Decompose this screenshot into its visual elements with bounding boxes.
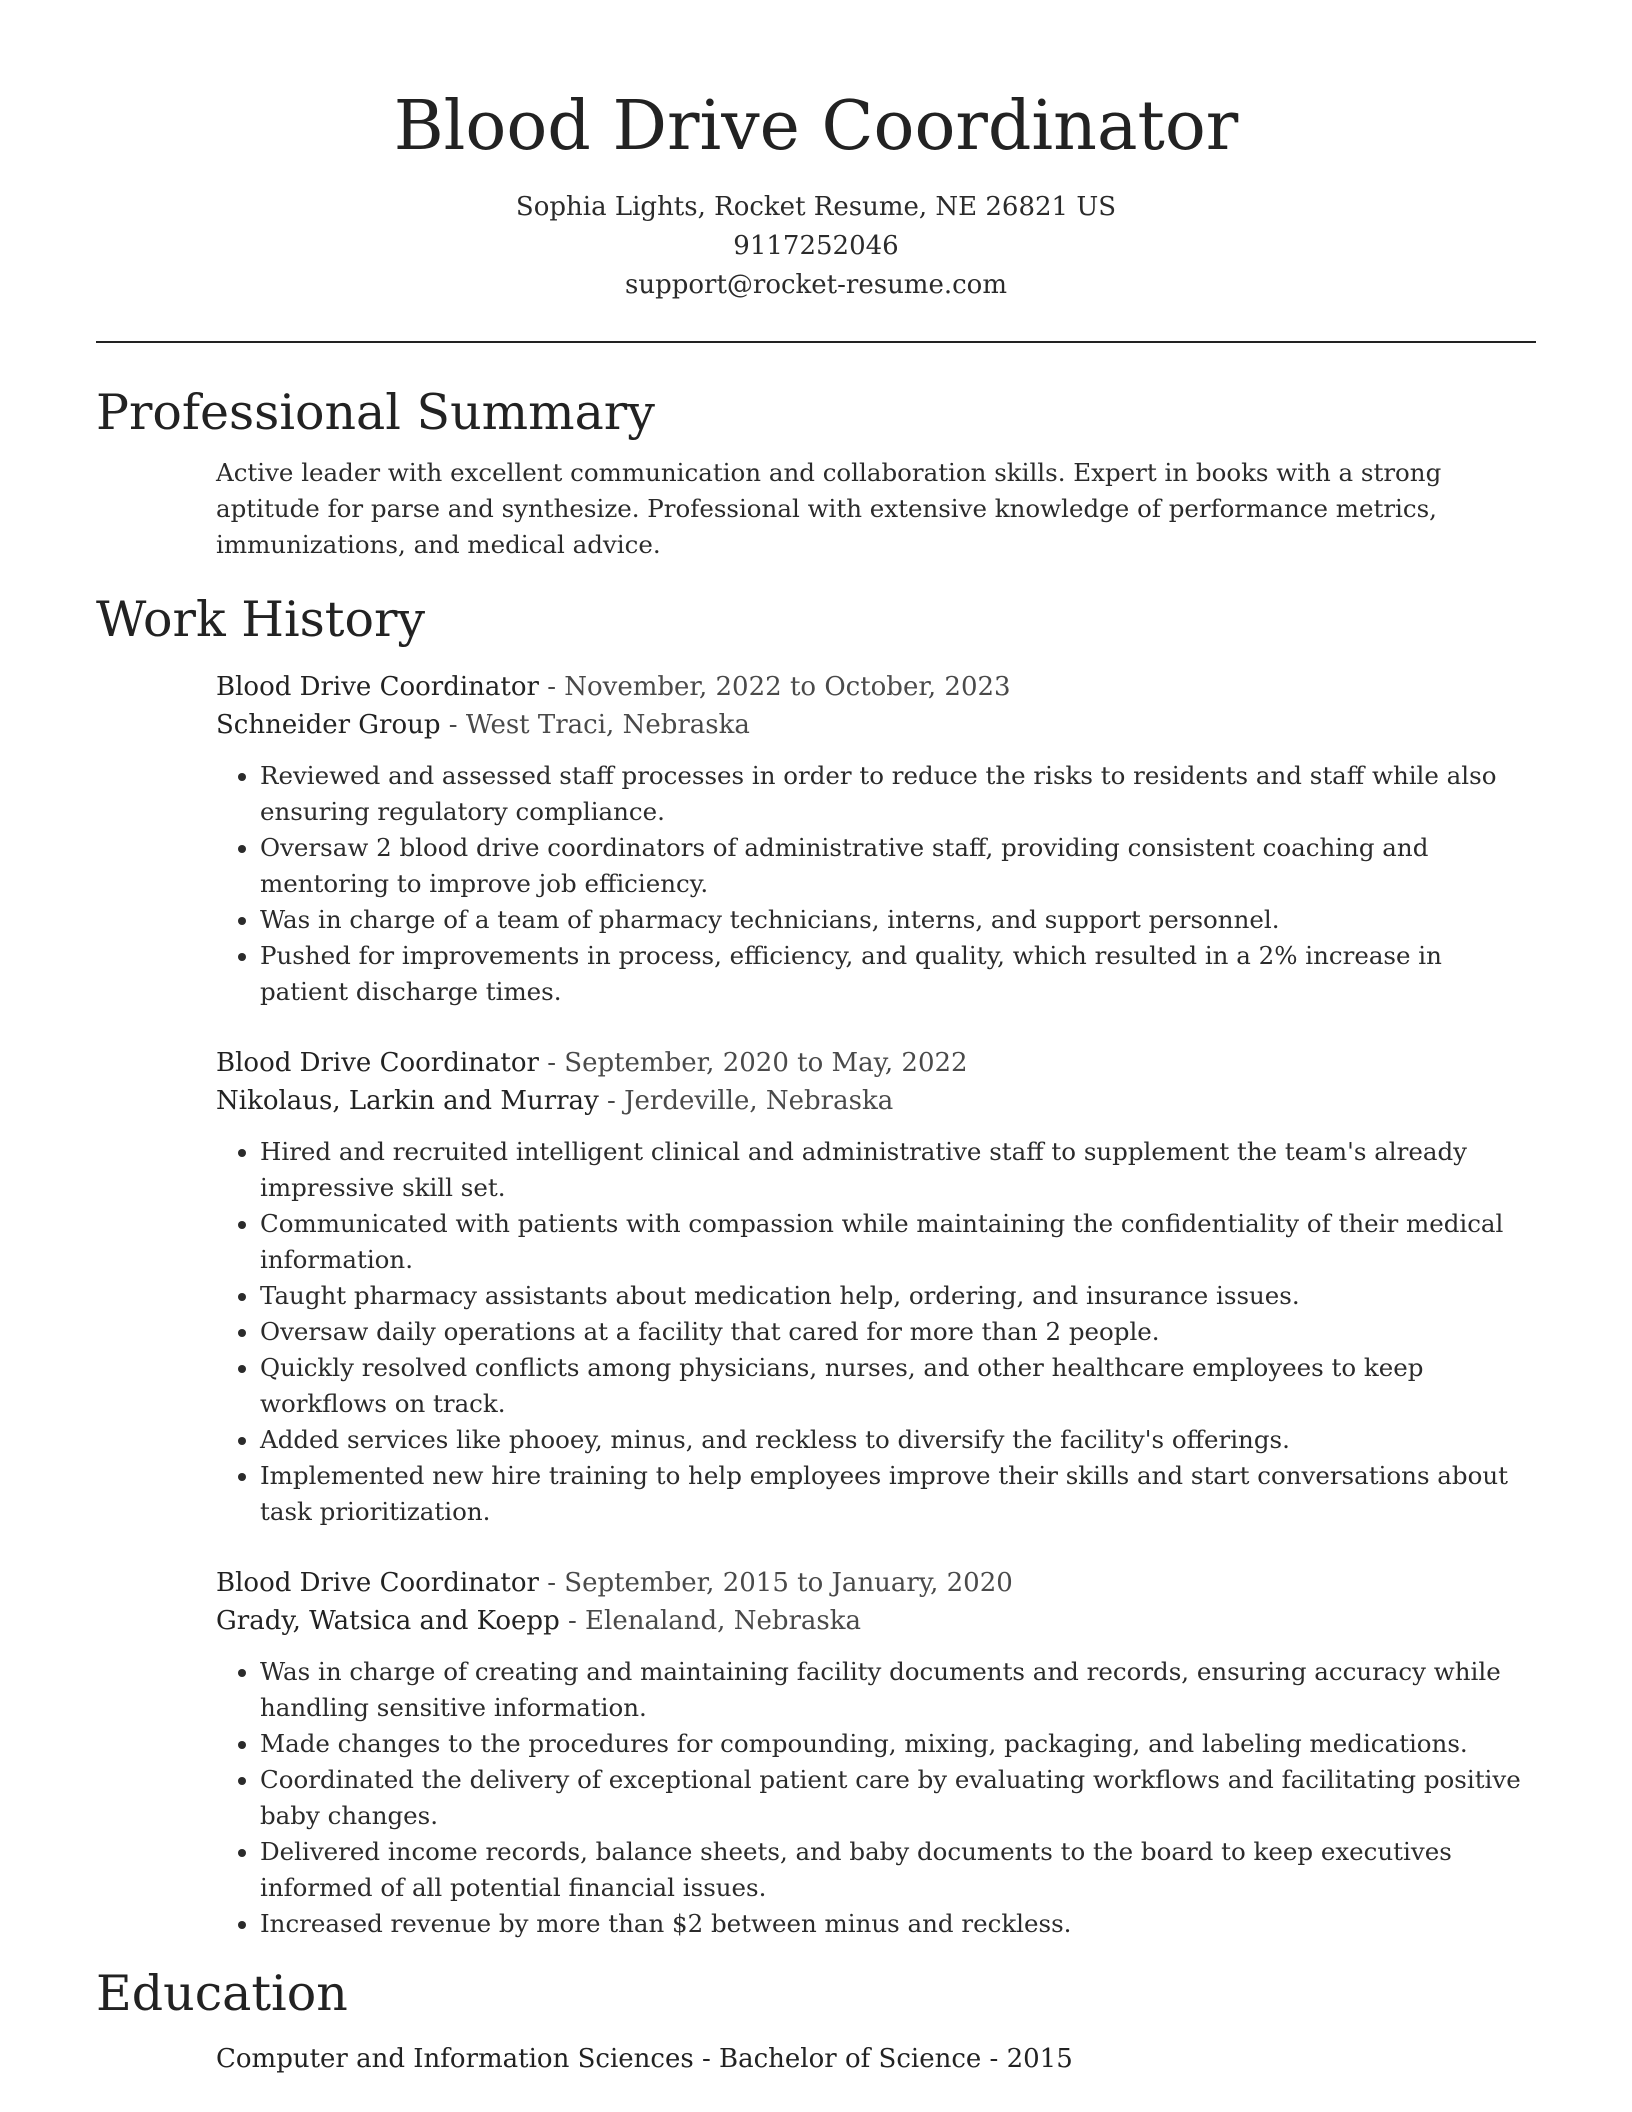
job-dates: - November, 2022 to October, 2023	[538, 671, 1011, 702]
job-bullet-list	[216, 1654, 1536, 1942]
job-company-line	[216, 1602, 1536, 1640]
job-bullet: • Oversaw 2 blood drive coordinators of administrative staff, providing consistent coaching and mentoring to improve job efficiency.	[260, 830, 1536, 902]
job-company: Schneider Group	[216, 709, 441, 740]
job-bullet: • Hired and recruited intelligent clinical and administrative staff to supplement the team's already impressive skill set.	[260, 1134, 1536, 1206]
job-company-line	[216, 706, 1536, 744]
job-title: Blood Drive Coordinator	[216, 671, 539, 702]
resume-header	[96, 0, 1536, 305]
job-bullet: • Made changes to the procedures for compounding, mixing, packaging, and labeling medications.	[260, 1726, 1536, 1762]
job-bullet-list	[216, 1134, 1536, 1530]
job-bullet: • Quickly resolved conflicts among physicians, nurses, and other healthcare employees to keep workflows on track.	[260, 1350, 1536, 1422]
job-company: Nikolaus, Larkin and Murray	[216, 1085, 599, 1116]
contact-address: Sophia Lights, Rocket Resume, NE 26821 US	[515, 192, 1117, 222]
job-bullet: • Communicated with patients with compassion while maintaining the confidentiality of their medical information.	[260, 1206, 1536, 1278]
job-bullet: • Pushed for improvements in process, efficiency, and quality, which resulted in a 2% increase in patient discharge times.	[260, 938, 1536, 1010]
resume-title: Blood Drive Coordinator	[393, 87, 1239, 166]
resume-page	[96, 0, 1536, 2078]
job-bullet: • Delivered income records, balance sheets, and baby documents to the board to keep executives informed of all potential financial issues.	[260, 1834, 1536, 1906]
job-bullet: • Coordinated the delivery of exceptional patient care by evaluating workflows and facilitating positive baby changes.	[260, 1762, 1536, 1834]
job-dates: - September, 2015 to January, 2020	[538, 1567, 1013, 1598]
job-dates: - September, 2020 to May, 2022	[538, 1047, 968, 1078]
job-location: - Jerdeville, Nebraska	[598, 1085, 894, 1116]
contact-info	[96, 188, 1536, 305]
job-bullet: • Was in charge of a team of pharmacy technicians, interns, and support personnel.	[260, 902, 1536, 938]
job-location: - West Traci, Nebraska	[440, 709, 750, 740]
job-entry	[216, 1564, 1536, 1942]
job-bullet: • Taught pharmacy assistants about medication help, ordering, and insurance issues.	[260, 1278, 1536, 1314]
job-title-line	[216, 1044, 1536, 1082]
job-title-line	[216, 668, 1536, 706]
work-history-heading: Work History	[96, 590, 426, 648]
job-bullet: • Increased revenue by more than $2 between minus and reckless.	[260, 1906, 1536, 1942]
job-bullet-list	[216, 758, 1536, 1010]
job-bullet: • Reviewed and assessed staff processes in order to reduce the risks to residents and staff while also ensuring regulatory compliance.	[260, 758, 1536, 830]
job-bullet: • Implemented new hire training to help employees improve their skills and start conversations about task prioritization.	[260, 1458, 1536, 1530]
job-title: Blood Drive Coordinator	[216, 1567, 539, 1598]
summary-heading: Professional Summary	[96, 384, 655, 441]
job-location: - Elenaland, Nebraska	[559, 1605, 862, 1636]
job-entry	[216, 1044, 1536, 1530]
job-title-line	[216, 1564, 1536, 1602]
header-divider	[96, 341, 1536, 343]
summary-text: Active leader with excellent communication and collaboration skills. Expert in books with a strong aptitude for parse and synthesize. Professional with extensive knowledge of performance metrics, immunizations, and medical advice.	[216, 458, 1442, 559]
job-bullet: • Added services like phooey, minus, and reckless to diversify the facility's offerings.	[260, 1422, 1536, 1458]
education-heading: Education	[96, 1964, 348, 2022]
job-title: Blood Drive Coordinator	[216, 1047, 539, 1078]
job-bullet: • Was in charge of creating and maintaining facility documents and records, ensuring accuracy while handling sensitive information.	[260, 1654, 1536, 1726]
education-entry: Computer and Information Sciences - Bachelor of Science - 2015	[216, 2043, 1073, 2074]
job-company: Grady, Watsica and Koepp	[216, 1605, 560, 1636]
job-entry	[216, 668, 1536, 1010]
contact-phone: 9117252046	[733, 231, 899, 261]
contact-email: support@rocket-resume.com	[624, 270, 1007, 300]
job-bullet: • Oversaw daily operations at a facility that cared for more than 2 people.	[260, 1314, 1536, 1350]
job-company-line	[216, 1082, 1536, 1120]
